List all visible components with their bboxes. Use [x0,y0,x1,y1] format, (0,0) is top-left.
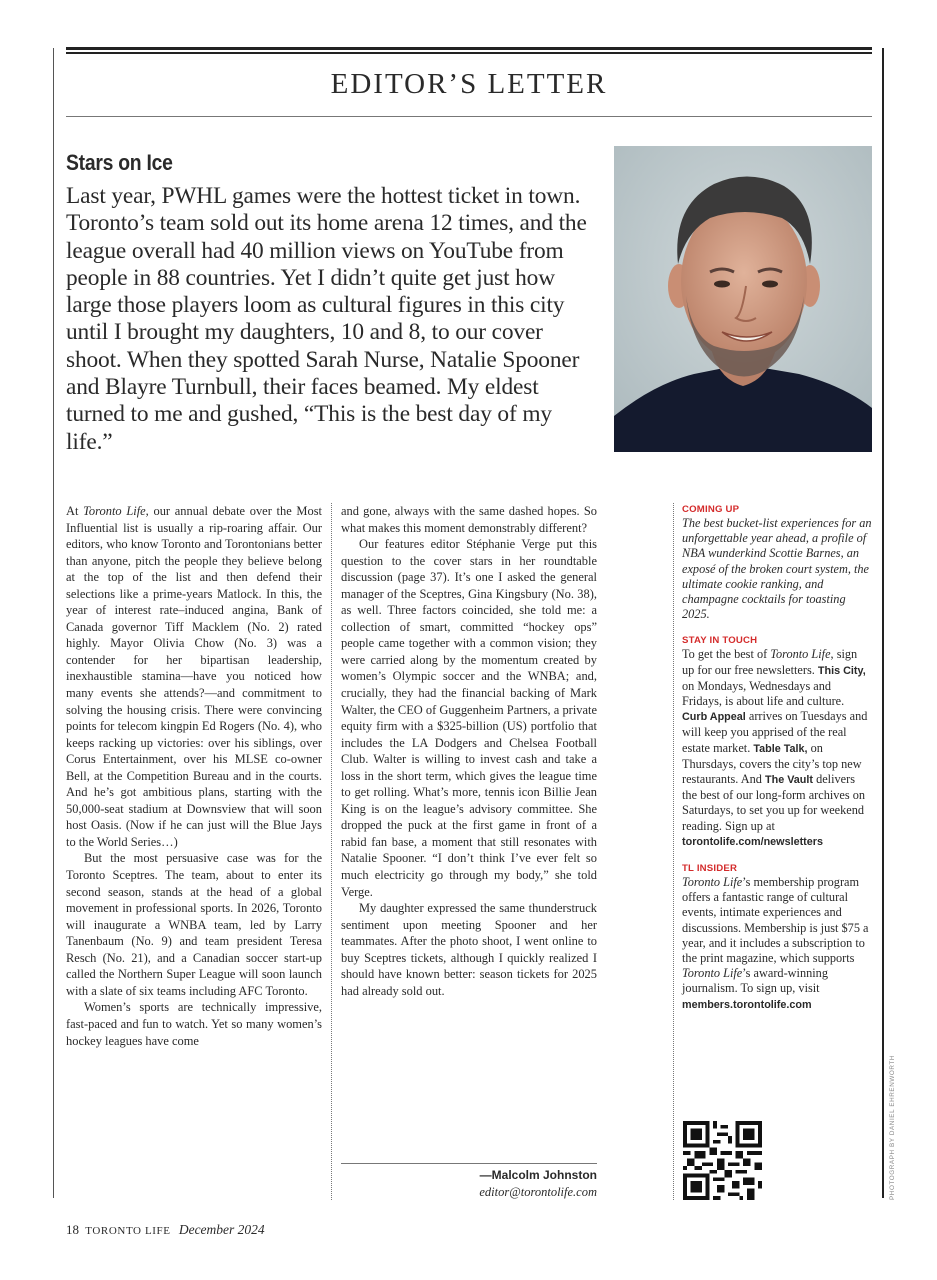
section-title: EDITOR’S LETTER [330,68,608,100]
header-double-rule-bottom [66,52,872,54]
body-paragraph-2: But the most persuasive case was for the Toronto Sceptres. The team, about to enter its second season, stands at the head of a global movement in professional sports. In 2026, Toronto will inaugurate a WNBA team, led by Larry Tanenbaum (No. 9) and team president Teresa Resch (No. 21), and a Canadian soccer start-up called the Northern Super League will soon launch with a slate of six teams including AFC Toronto. [66,851,322,998]
article-headline: Stars on Ice [66,150,173,175]
page-folio [66,1222,265,1238]
membership-link[interactable]: members.torontolife.com [682,998,812,1011]
newsletter-the-vault: The Vault [765,774,813,787]
sidebar-tl-insider [682,863,872,1013]
body-paragraph-1: At Toronto Life, our annual debate over the Most Influential list is usually a rip-roaring affair. Our editors, who know Toronto and Torontonians better than anyone, pitch the people they believe belong at the top of the list and then defend their selections like a prime-years Matlock. In this, the year of interest rate–induced angina, Bank of Canada governor Tiff Macklem (No. 2) rated highly. Mayor Olivia Chow (No. 3) was a contender for her bipartisan leadership, inexhaustible stamina—have you noticed how many events she attends?—and commitment to solving the housing crisis. There were convincing points for telecom kingpin Ed Rogers (No. 4), who keeps racking up victories: over his siblings, over Corus Entertainment, over his MLSE co-owner Bell, at the Competition Bureau and in the courts. And he’s got ambitious plans, starting with the 50,000-seat stadium at Downsview that will soon host Oasis. (Now if he can just will the Blue Jays to the World Series…) [66,504,322,849]
sidebar-divider-dotted [673,503,674,1200]
sidebar-stay-in-touch [682,635,872,850]
tl-insider-heading: TL INSIDER [682,863,738,875]
column-divider-dotted [331,503,332,1200]
folio-publication: TORONTO LIFE [85,1225,171,1237]
page-number: 18 [66,1222,79,1237]
signature-name: —Malcolm Johnston [479,1168,597,1182]
photo-credit: PHOTOGRAPH BY DANIEL EHRENWORTH [889,1054,896,1200]
portrait-illustration-icon [614,146,872,452]
stay-in-touch-heading: STAY IN TOUCH [682,635,758,647]
qr-code-icon[interactable] [683,1121,762,1200]
article-dek: Last year, PWHL games were the hottest ticket in town. Toronto’s team sold out its home arena 12 times, and the league overall had 40 million views on YouTube from people in 88 countries. Yet I didn’t quite get just how large those players loom as cultural figures in this city until I brought my daughters, 10 and 8, to our cover shoot. When they spotted Sarah Nurse, Natalie Spooner and Blayre Turnbull, their faces beamed. My eldest turned to me and gushed, “This is the best day of my life.” [66,183,587,455]
body-paragraph-3-start: Women’s sports are technically impressive, fast-paced and fun to watch. Yet so many women’s hockey leagues have come [66,1000,322,1048]
stay-in-touch-text: To get the best of Toronto Life, sign up for our free newsletters. This City, on Mondays, Wednesdays and Fridays, is about life and culture. Curb Appeal arrives on Tuesdays and will keep you apprised of the real estate market. Table Talk, on Thursdays, covers the city’s top new restaurants. And The Vault delivers the best of our long-form archives on Saturdays, to set you up for weekend reading. Sign up at torontolife.com/newsletters [682,647,868,848]
page-right-border [882,48,884,1198]
body-column-1 [66,503,322,1049]
newsletters-link[interactable]: torontolife.com/newsletters [682,835,823,848]
sidebar-coming-up [682,504,872,622]
body-paragraph-5: My daughter expressed the same thunderstruck sentiment upon meeting Spooner and her teammates. After the photo shoot, I went online to buy Sceptres tickets, although I quickly realized I should have known better: season tickets for 2025 had already sold out. [341,901,597,998]
coming-up-heading: COMING UP [682,504,740,515]
folio-issue-date: December 2024 [178,1222,265,1237]
publication-name: Toronto Life, [83,504,149,518]
body-paragraph-4: Our features editor Stéphanie Verge put this question to the cover stars in her roundtable discussion (page 37). It’s one I asked the general manager of the Sceptres, Gina Kingsbury (No. 38), as well. Three factors coincided, she told me: a collection of smart, committed “hockey ops” people came together with a common vision; they were carried along by the momentum created by women’s Olympic soccer and the WNBA; and, crucially, they had the financial backing of Mark Walter, the CEO of Guggenheim Partners, a private equity firm with a $325-billion (US) portfolio that includes the LA Dodgers and Chelsea Football Club. Walter is willing to invest cash and take a loss in the short term, which gives the league time to get rolling. What’s more, tennis icon Billie Jean King is on the league’s advisory committee. She dropped the puck at the first game in front of a rabid fan base, a moment that still resonates with Natalie Spooner. “I don’t think I’ve ever felt so much electricity go through my body,” she told Verge. [341,537,597,899]
editor-email-link[interactable]: editor@torontolife.com [479,1185,597,1199]
newsletter-this-city: This City, [817,664,866,677]
coming-up-text: The best bucket-list experiences for an unforgettable year ahead, a profile of NBA wunderkind Scottie Barnes, an exposé of the broken court system, the ultimate cookie ranking, and champagne cocktails for toasting 2025. [682,516,872,622]
body-column-2 [341,503,597,999]
header-double-rule-top [66,47,872,50]
newsletter-table-talk: Table Talk, [753,742,808,755]
section-title-rule [66,116,872,117]
editor-portrait-photo [614,146,872,452]
signature-rule [341,1163,597,1164]
page-left-border [53,48,54,1198]
newsletter-curb-appeal: Curb Appeal [682,711,746,724]
body-paragraph-3-end: and gone, always with the same dashed hopes. So what makes this moment demonstrably different? [341,504,597,535]
sidebar [682,504,872,1026]
tl-insider-text: Toronto Life’s membership program offers a fantastic range of cultural events, intimate experiences and discussions. Membership is just $75 a year, and it includes a subscription to the print magazine, which supports Toronto Life’s award-winning journalism. To sign up, visit members.torontolife.com [682,875,869,1011]
